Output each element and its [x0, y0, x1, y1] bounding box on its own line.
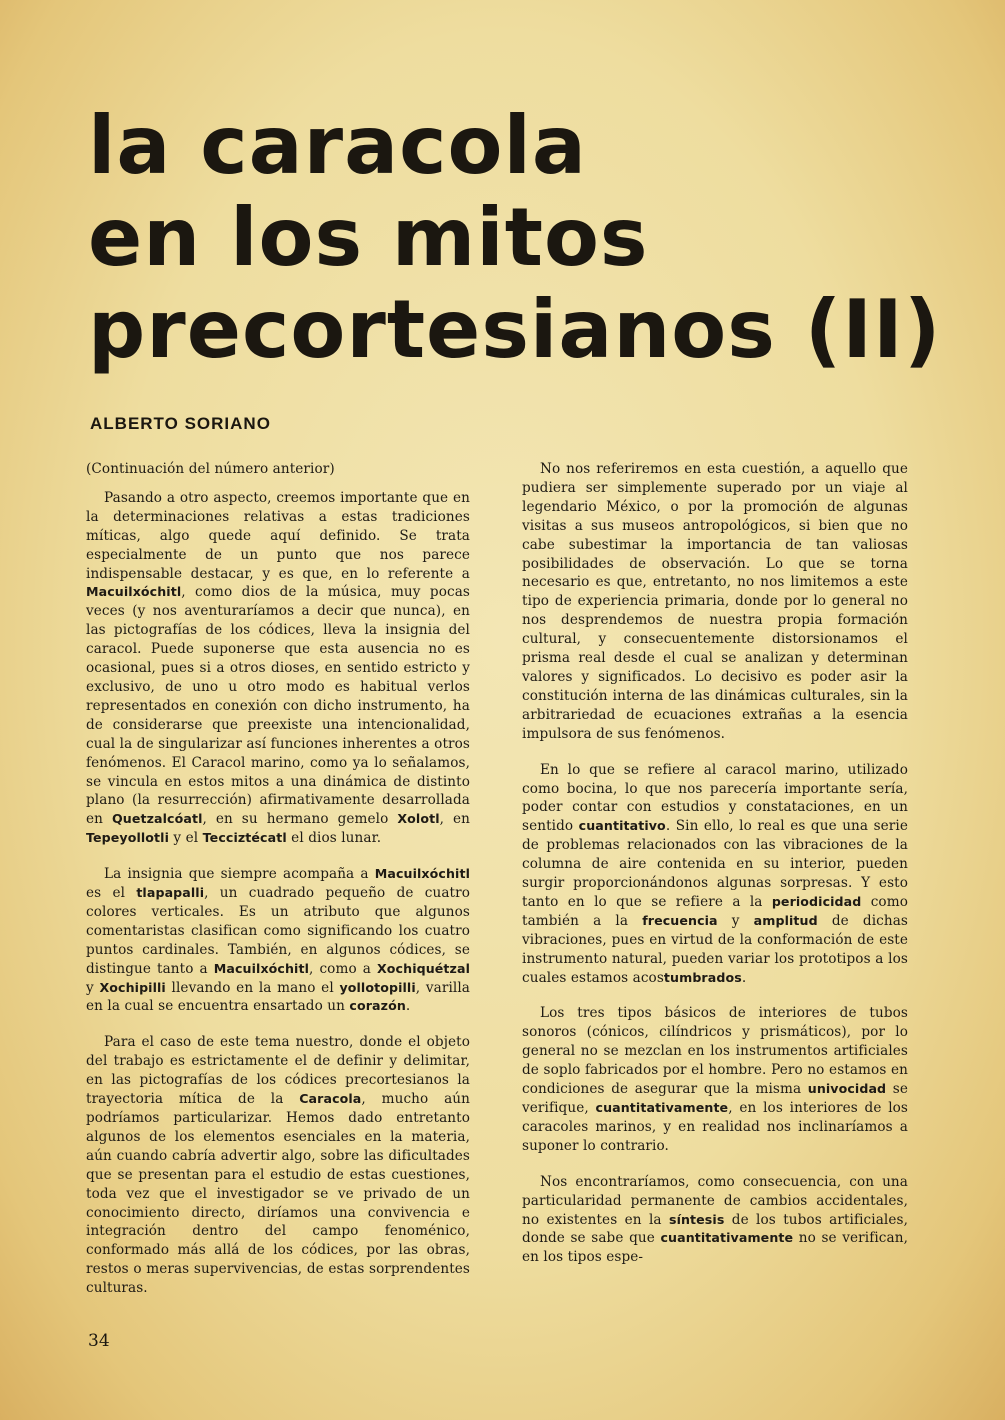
bold-term: Macuilxóchitl [86, 584, 182, 600]
bold-term: Xochiquétzal [377, 960, 470, 976]
bold-term: amplitud [753, 912, 818, 928]
paragraph: En lo que se refiere al caracol marino, utilizado como bocina, lo que nos parecería importante sería, poder contar con estudios y constataciones, en un sentido cuantitativo. Sin ello, lo real es que una serie de problemas relacionados con las vibraciones de la columna de aire contenida en su interior, pueden surgir proporcionándonos algunas sorpresas. Y esto tanto en lo que se refiere a la periodicidad como también a la frecuencia y amplitud de dichas vibraciones, pues en virtud de la conformación de este instrumento natural, pueden variar los prototipos a los cuales estamos acostumbrados. [522, 761, 908, 986]
bold-term: cuantitativamente [660, 1230, 794, 1246]
article-title [88, 100, 941, 376]
paragraph: Los tres tipos básicos de interiores de tubos sonoros (cónicos, cilíndricos y prismáticos), por lo general no se mezclan en los instrumentos artificiales de soplo fabricados por el hombre. Pero no estamos en condiciones de asegurar que la misma univocidad se verifique, cuantitativamente, en los interiores de los caracoles marinos, y en realidad nos inclinaríamos a suponer lo contrario. [522, 1005, 908, 1154]
bold-term: Xochipilli [99, 979, 166, 995]
bold-term: Tepeyollotli [86, 830, 170, 846]
title-line-1: la caracola [88, 99, 587, 192]
page-number: 34 [88, 1331, 110, 1351]
bold-term: Macuilxóchitl [213, 960, 310, 976]
right-column [522, 460, 908, 1284]
title-line-3: precortesianos (II) [88, 283, 942, 376]
bold-term: tumbrados [663, 969, 742, 985]
bold-term: periodicidad [771, 893, 862, 909]
bold-term: tlapapalli [136, 885, 205, 901]
bold-term: Caracola [299, 1091, 362, 1107]
paragraph: No nos referiremos en esta cuestión, a aquello que pudiera ser simplemente superado por un viaje al legendario México, o por la promoción de algunas visitas a sus museos antropológicos, si bien que no cabe subestimar la importancia de tan valiosas posibilidades de observación. Lo que se torna necesario es que, entretanto, no nos limitemos a este tipo de experiencia primaria, donde por lo general no nos desprendemos de nuestra propia formación cultural, y consecuentemente distorsionamos el prisma real desde el cual se analizan y determinan valores y significados. Lo decisivo es poder asir la constitución interna de las dinámicas culturales, sin la arbitrariedad de ecuaciones extrañas a la esencia impulsora de sus fenómenos. [522, 461, 908, 742]
author-name: ALBERTO SORIANO [90, 414, 271, 433]
paragraph: Para el caso de este tema nuestro, donde el objeto del trabajo es estrictamente el de definir y delimitar, en las pictografías de los códices precortesianos la trayectoria mítica de la Caracola, mucho aún podríamos particularizar. Hemos dado entretanto algunos de los elementos esenciales en la materia, aún cuando cabría advertir algo, sobre las dificultades que se presentan para el estudio de estas cuestiones, toda vez que el investigador se ve privado de un conocimiento directo, diríamos una convivencia e integración dentro del campo fenoménico, conformado más allá de los códices, por las obras, restos o meras supervivencias, de estas sorprendentes culturas. [86, 1034, 471, 1297]
bold-term: Macuilxóchitl [374, 866, 470, 882]
bold-term: univocidad [807, 1081, 887, 1097]
bold-term: síntesis [668, 1211, 725, 1227]
left-column [86, 460, 470, 1315]
bold-term: Xolotl [397, 811, 440, 827]
bold-term: corazón [349, 998, 406, 1014]
bold-term: Tecciztécatl [202, 830, 287, 846]
bold-term: yollotopilli [339, 979, 416, 995]
continuation-note: (Continuación del número anterior) [86, 461, 335, 477]
bold-term: cuantitativamente [595, 1100, 729, 1115]
paragraph: Pasando a otro aspecto, creemos importante que en la determinaciones relativas a estas tradiciones míticas, algo quede aquí definido. Se trata especialmente de un punto que nos parece indispensable destacar, y es que, en lo referente a Macuilxóchitl, como dios de la música, muy pocas veces (y nos aventuraríamos a decir que nunca), en las pictografías de los códices, lleva la insignia del caracol. Puede suponerse que esta ausencia no es ocasional, pues si a otros dioses, en sentido estricto y exclusivo, de uno u otro modo es habitual verlos representados en conexión con dicho instrumento, ha de considerarse que preexiste una intencionalidad, cual la de singularizar así funciones inherentes a otros fenómenos. El Caracol marino, como ya lo señalamos, se vincula en estos mitos a una dinámica de distinto plano (la resurrección) afirmativamente desarrollada en Quetzalcóatl, en su hermano gemelo Xolotl, en Tepeyollotli y el Tecciztécatl el dios lunar. [86, 489, 470, 847]
bold-term: frecuencia [642, 912, 718, 928]
bold-term: Quetzalcóatl [111, 811, 203, 827]
bold-term: cuantitativo [578, 818, 666, 834]
paragraph: La insignia que siempre acompaña a Macuilxóchitl es el tlapapalli, un cuadrado pequeño de cuatro colores verticales. Es un atributo que algunos comentaristas clasifican como significando los cuatro puntos cardinales. También, en algunos códices, se distingue tanto a Macuilxóchitl, como a Xochiquétzal y Xochipilli llevando en la mano el yollotopilli, varilla en la cual se encuentra ensartado un corazón. [86, 866, 470, 1015]
title-line-2: en los mitos [88, 191, 649, 284]
paragraph: Nos encontraríamos, como consecuencia, con una particularidad permanente de cambios accidentales, no existentes en la síntesis de los tubos artificiales, donde se sabe que cuantitativamente no se verifican, en los tipos espe- [522, 1173, 908, 1266]
